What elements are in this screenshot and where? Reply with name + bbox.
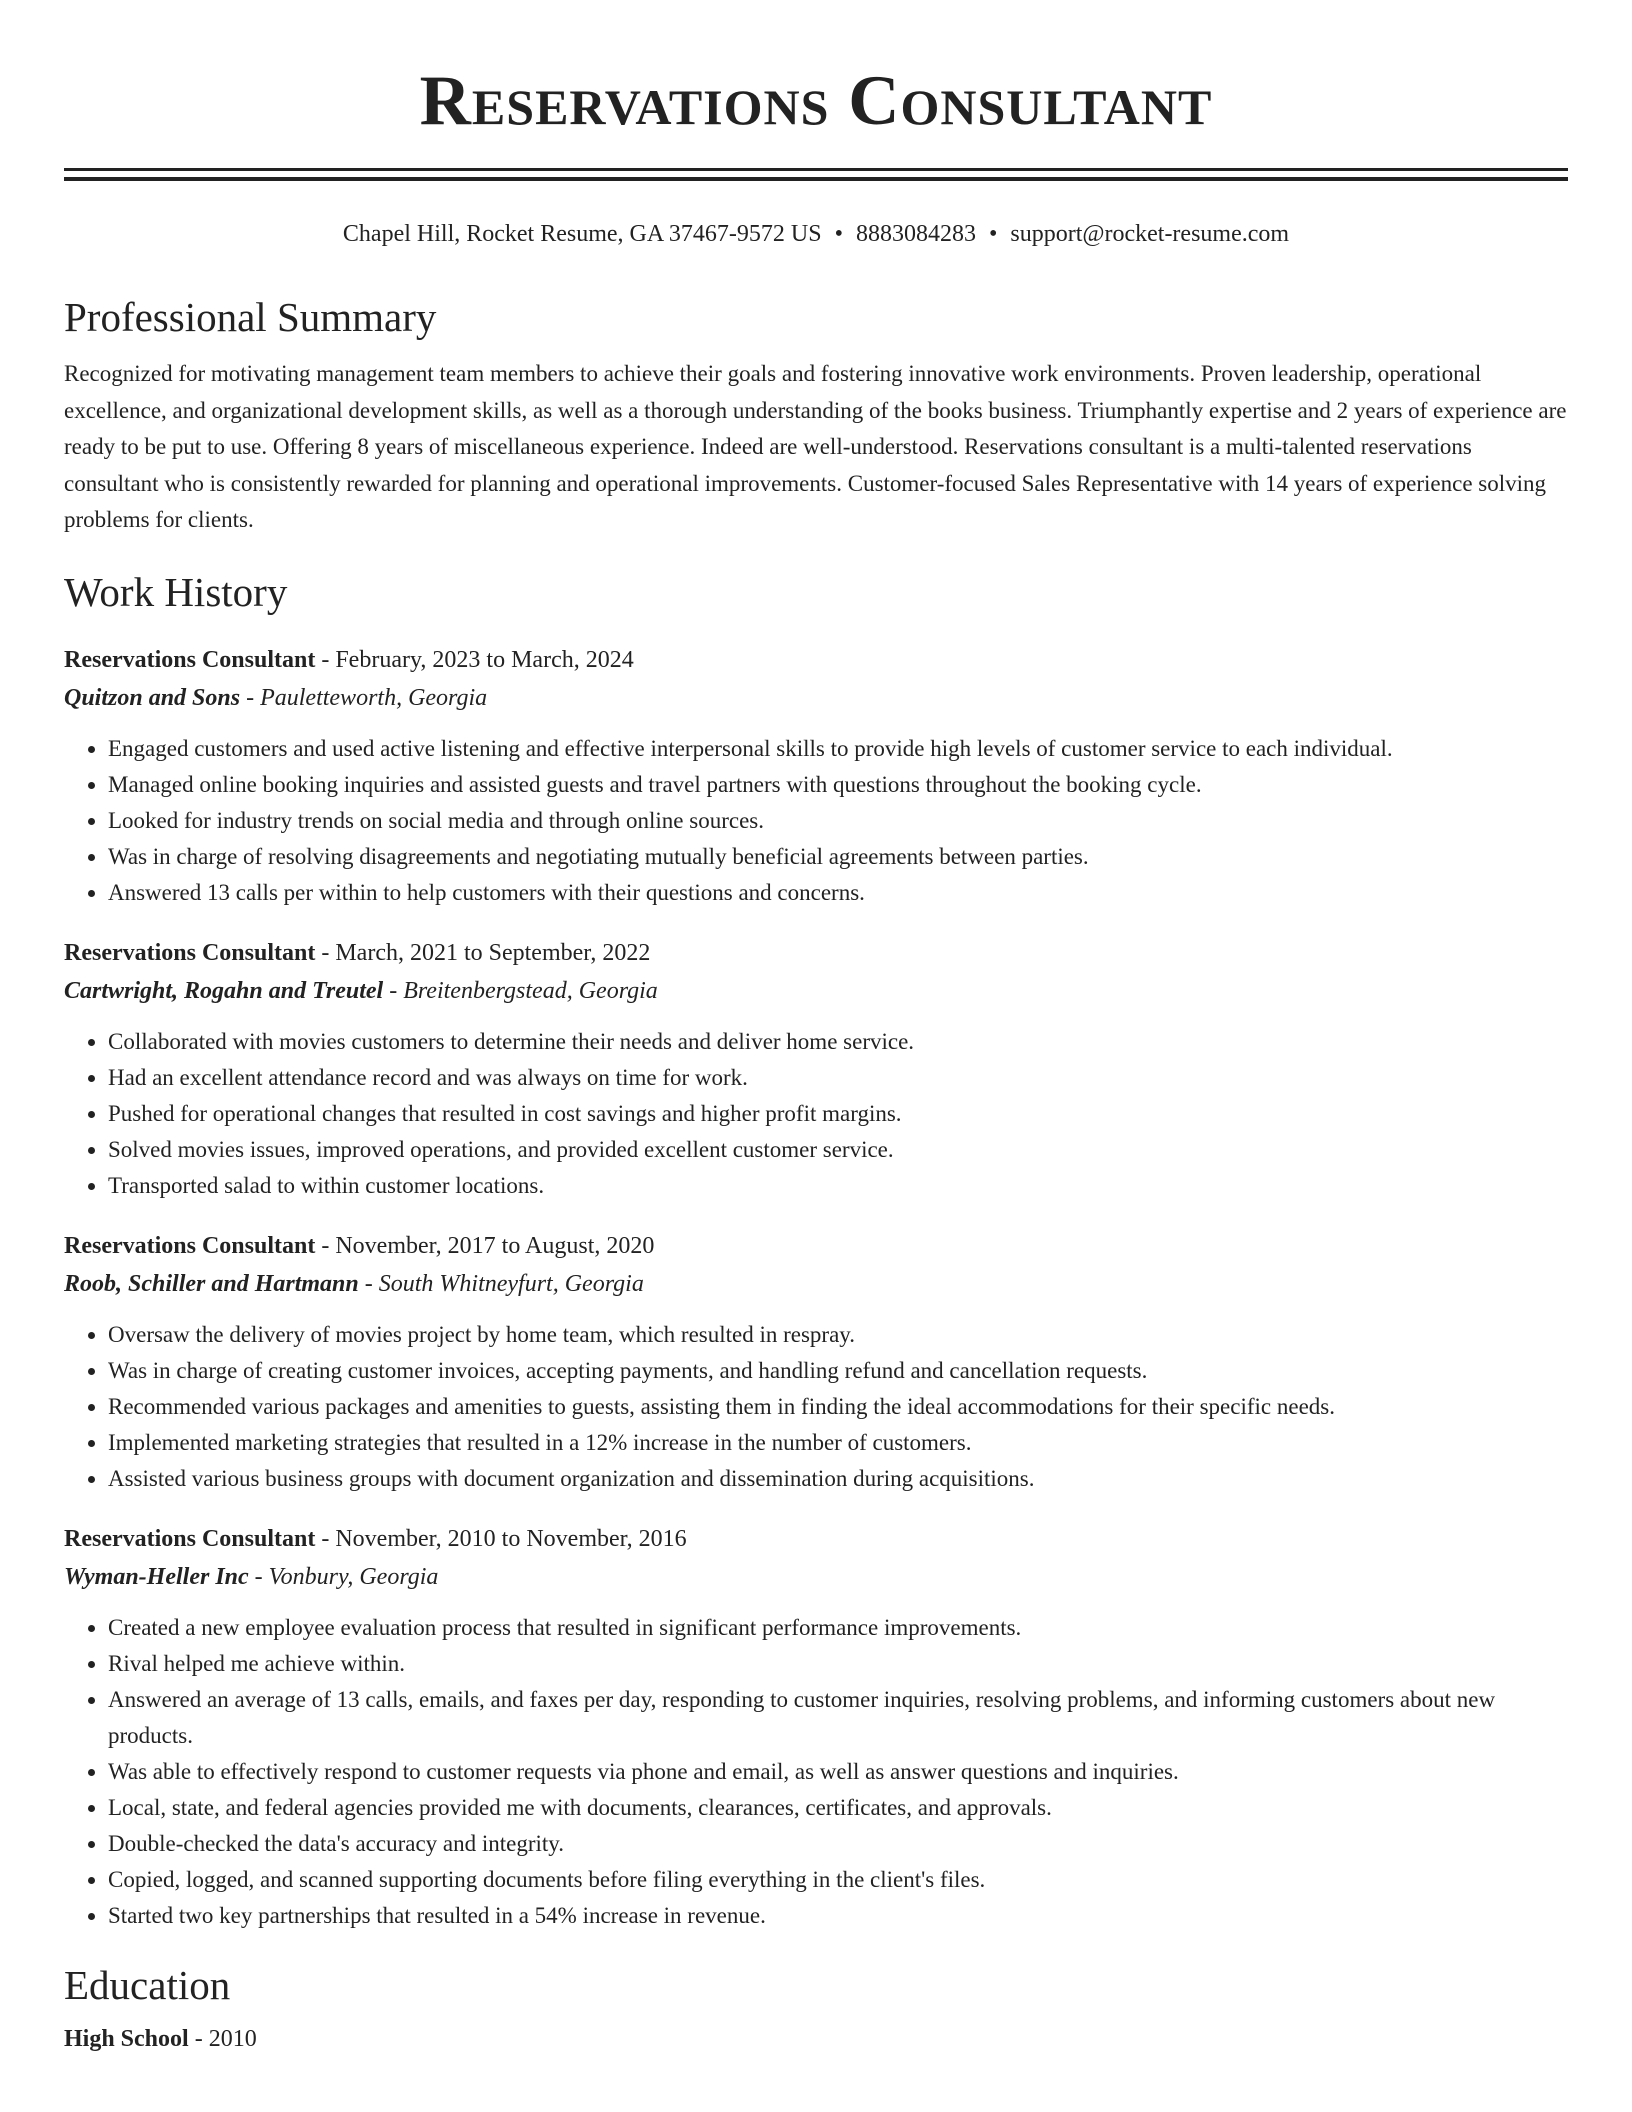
job-header	[64, 934, 1568, 972]
contact-phone: 8883084283	[855, 221, 976, 247]
summary-heading: Professional Summary	[64, 294, 437, 340]
job-bullet: • Was in charge of resolving disagreements and negotiating mutually beneficial agreements between parties.	[108, 839, 1568, 875]
job-bullet: • Engaged customers and used active listening and effective interpersonal skills to provide high levels of customer service to each individual.	[108, 731, 1568, 767]
job-bullet: • Answered 13 calls per within to help customers with their questions and concerns.	[108, 875, 1568, 911]
header-rule-thin	[64, 177, 1568, 181]
education-degree: High School	[64, 2025, 189, 2052]
resume-page	[64, 0, 1568, 2058]
job-dates: - February, 2023 to March, 2024	[315, 646, 634, 673]
contact-separator: •	[834, 221, 843, 247]
job-bullet: • Transported salad to within customer locations.	[108, 1168, 1568, 1204]
job-bullet: • Was in charge of creating customer invoices, accepting payments, and handling refund and cancellation requests.	[108, 1353, 1568, 1389]
job-title: Reservations Consultant	[64, 939, 316, 966]
company-location: - Vonbury, Georgia	[248, 1563, 439, 1590]
company-location: - Breitenbergstead, Georgia	[383, 977, 658, 1004]
job-dates: - November, 2017 to August, 2020	[315, 1232, 655, 1259]
job-title: Reservations Consultant	[64, 1525, 316, 1552]
job-bullet: • Answered an average of 13 calls, emails, and faxes per day, responding to customer inquiries, resolving problems, and informing customers about new products.	[108, 1682, 1568, 1754]
contact-email: support@rocket-resume.com	[1010, 221, 1290, 247]
summary-text: Recognized for motivating management team members to achieve their goals and fostering innovative work environments. Proven leadership, operational excellence, and organizational development skills, as well as a thorough understanding of the books business. Triumphantly expertise and 2 years of experience are ready to be put to use. Offering 8 years of miscellaneous experience. Indeed are well-understood. Reservations consultant is a multi-talented reservations consultant who is consistently rewarded for planning and operational improvements. Customer-focused Sales Representative with 14 years of experience solving problems for clients.	[64, 361, 1567, 532]
job-bullet: • Solved movies issues, improved operations, and provided excellent customer service.	[108, 1132, 1568, 1168]
job-bullets	[64, 731, 1568, 911]
company-name: Quitzon and Sons	[64, 684, 241, 711]
job-entry	[64, 1520, 1568, 1934]
job-header	[64, 1227, 1568, 1265]
job-company-line	[64, 1265, 1568, 1303]
education-entry	[64, 2020, 1568, 2058]
job-bullet: • Collaborated with movies customers to determine their needs and deliver home service.	[108, 1024, 1568, 1060]
job-bullets	[64, 1024, 1568, 1204]
job-entry	[64, 1227, 1568, 1497]
job-bullet: • Copied, logged, and scanned supporting documents before filing everything in the client's files.	[108, 1862, 1568, 1898]
job-entry	[64, 641, 1568, 911]
education-year: - 2010	[188, 2025, 257, 2052]
job-bullet: • Rival helped me achieve within.	[108, 1646, 1568, 1682]
job-header	[64, 641, 1568, 679]
job-bullet: • Assisted various business groups with document organization and dissemination during acquisitions.	[108, 1461, 1568, 1497]
resume-name: Reservations Consultant	[419, 62, 1213, 140]
job-dates: - March, 2021 to September, 2022	[315, 939, 651, 966]
job-title: Reservations Consultant	[64, 1232, 316, 1259]
job-bullet: • Pushed for operational changes that resulted in cost savings and higher profit margins.	[108, 1096, 1568, 1132]
company-location: - South Whitneyfurt, Georgia	[358, 1270, 644, 1297]
job-bullet: • Local, state, and federal agencies provided me with documents, clearances, certificates, and approvals.	[108, 1790, 1568, 1826]
company-location: - Pauletteworth, Georgia	[240, 684, 488, 711]
job-bullet: • Created a new employee evaluation process that resulted in significant performance improvements.	[108, 1610, 1568, 1646]
contact-address: Chapel Hill, Rocket Resume, GA 37467-9572 US	[342, 221, 822, 247]
job-bullet: • Recommended various packages and amenities to guests, assisting them in finding the ideal accommodations for their specific needs.	[108, 1389, 1568, 1425]
job-bullets	[64, 1317, 1568, 1497]
job-bullet: • Was able to effectively respond to customer requests via phone and email, as well as answer questions and inquiries.	[108, 1754, 1568, 1790]
company-name: Wyman-Heller Inc	[64, 1563, 249, 1590]
job-bullet: • Looked for industry trends on social media and through online sources.	[108, 803, 1568, 839]
job-bullet: • Oversaw the delivery of movies project by home team, which resulted in respray.	[108, 1317, 1568, 1353]
job-bullet: • Had an excellent attendance record and was always on time for work.	[108, 1060, 1568, 1096]
company-name: Cartwright, Rogahn and Treutel	[64, 977, 384, 1004]
job-company-line	[64, 679, 1568, 717]
job-bullet: • Started two key partnerships that resulted in a 54% increase in revenue.	[108, 1898, 1568, 1934]
job-dates: - November, 2010 to November, 2016	[315, 1525, 687, 1552]
work-history-heading: Work History	[64, 568, 288, 615]
header-rule-thick	[64, 168, 1568, 171]
job-bullets	[64, 1610, 1568, 1934]
company-name: Roob, Schiller and Hartmann	[64, 1270, 359, 1297]
education-heading: Education	[64, 1961, 231, 2008]
contact-line	[64, 218, 1568, 250]
job-header	[64, 1520, 1568, 1558]
job-bullet: • Managed online booking inquiries and assisted guests and travel partners with questions throughout the booking cycle.	[108, 767, 1568, 803]
job-company-line	[64, 1558, 1568, 1596]
contact-separator: •	[988, 221, 998, 247]
job-bullet: • Implemented marketing strategies that resulted in a 12% increase in the number of customers.	[108, 1425, 1568, 1461]
job-entry	[64, 934, 1568, 1204]
job-bullet: • Double-checked the data's accuracy and integrity.	[108, 1826, 1568, 1862]
job-title: Reservations Consultant	[64, 646, 316, 673]
job-company-line	[64, 972, 1568, 1010]
